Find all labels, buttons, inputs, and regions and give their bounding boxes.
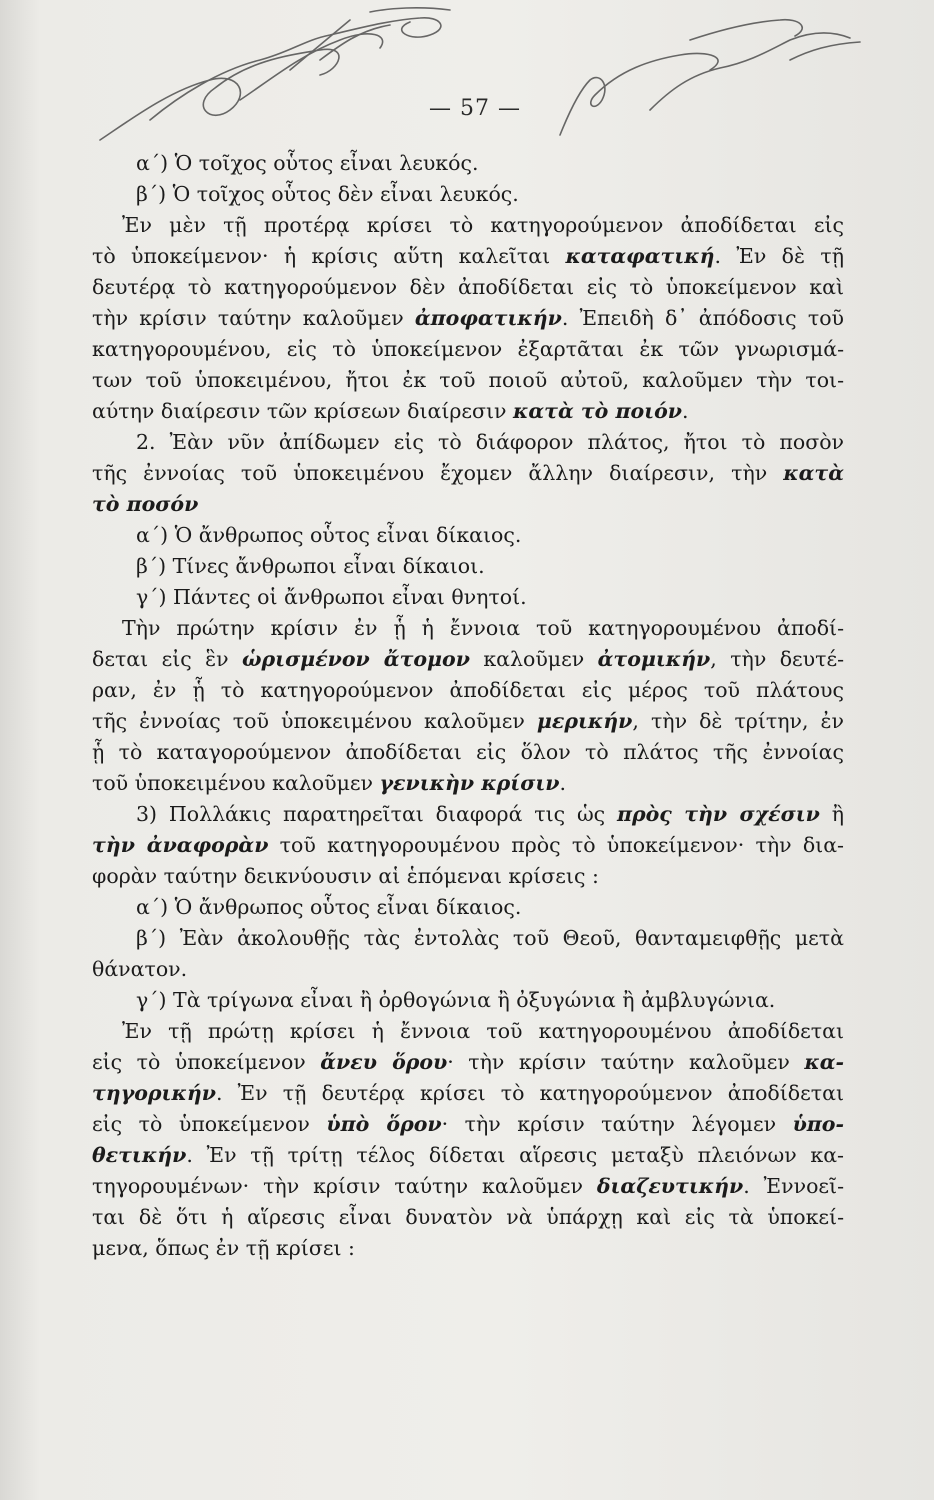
text-line xyxy=(92,737,844,768)
emphasized-term: πρὸς τὴν σχέσιν xyxy=(616,802,820,826)
emphasized-term: γενικὴν κρίσιν xyxy=(379,771,560,795)
emphasized-term: ἀτομικήν xyxy=(597,647,711,671)
text-span: Ἐν μὲν τῇ προτέρᾳ κρίσει τὸ κατηγορούμενον ἀποδίδεται εἰς xyxy=(122,213,844,237)
text-span: . xyxy=(682,399,689,423)
page-number: — 57 — xyxy=(429,96,521,121)
text-span: 3) Πολλάκις παρατηρεῖται διαφορά τις ὡς xyxy=(136,802,617,826)
text-span: . Ἐπειδὴ δ᾽ ἀπόδοσις τοῦ xyxy=(561,306,844,330)
text-span: εἰς τὸ ὑποκείμενον xyxy=(92,1050,321,1074)
text-line xyxy=(92,985,844,1016)
text-span: τοῦ ὑποκειμένου καλοῦμεν xyxy=(92,771,380,795)
text-span: δευτέρᾳ τὸ κατηγορούμενον δὲν ἀποδίδεται εἰς τὸ ὑποκείμενον καὶ xyxy=(92,275,844,299)
text-span: β΄) Τίνες ἄνθρωποι εἶναι δίκαιοι. xyxy=(136,554,485,578)
text-span: τηγορουμένων· τὴν κρίσιν ταύτην καλοῦμεν xyxy=(92,1174,597,1198)
text-span: ραν, ἐν ᾗ τὸ κατηγορούμενον ἀποδίδεται εἰς μέρος τοῦ πλάτους xyxy=(92,678,844,702)
text-line xyxy=(92,675,844,706)
text-line xyxy=(92,241,844,272)
emphasized-term: τὸ ποσόν xyxy=(92,492,199,516)
text-span: α΄) Ὁ τοῖχος οὗτος εἶναι λευκός. xyxy=(136,151,479,175)
emphasized-term: καταφατική xyxy=(565,244,715,268)
emphasized-term: θετικήν xyxy=(92,1143,187,1167)
text-span: μενα, ὅπως ἐν τῇ κρίσει : xyxy=(92,1236,355,1260)
handwritten-signature-left xyxy=(100,8,450,140)
text-line xyxy=(92,892,844,923)
text-line xyxy=(92,706,844,737)
text-line xyxy=(92,396,844,427)
text-span: . xyxy=(559,771,566,795)
text-line xyxy=(92,644,844,675)
text-line xyxy=(92,1016,844,1047)
text-line xyxy=(92,830,844,861)
text-span: τὴν κρίσιν ταύτην καλοῦμεν xyxy=(92,306,415,330)
text-line xyxy=(92,799,844,830)
text-span: . Ἐν τῇ τρίτῃ τέλος δίδεται αἵρεσις μεταξὺ πλειόνων κα- xyxy=(186,1143,844,1167)
text-line xyxy=(92,1109,844,1140)
text-span: ται δὲ ὅτι ἡ αἵρεσις εἶναι δυνατὸν νὰ ὑπάρχῃ καὶ εἰς τὰ ὑποκεί- xyxy=(92,1205,844,1229)
text-line xyxy=(92,1078,844,1109)
emphasized-term: κατὰ xyxy=(783,461,844,485)
text-span: αύτην διαίρεσιν τῶν κρίσεων διαίρεσιν xyxy=(92,399,514,423)
text-span: ᾗ τὸ καταγορούμενον ἀποδίδεται εἰς ὅλον τὸ πλάτος τῆς ἐννοίας xyxy=(92,740,844,764)
text-span: τὸ ὑποκείμενον· ἡ κρίσις αὕτη καλεῖται xyxy=(92,244,566,268)
handwritten-signatures xyxy=(90,0,890,160)
text-span: εἰς τὸ ὑποκείμενον xyxy=(92,1112,327,1136)
emphasized-term: μερικήν xyxy=(536,709,633,733)
text-span: τῆς ἐννοίας τοῦ ὑποκειμένου ἔχομεν ἄλλην διαίρεσιν, τὴν xyxy=(92,461,784,485)
emphasized-term: κατὰ τὸ ποιόν xyxy=(513,399,682,423)
emphasized-term: τηγορικήν xyxy=(92,1081,216,1105)
text-span: Ἐν τῇ πρώτῃ κρίσει ἡ ἔννοια τοῦ κατηγορουμένου ἀποδίδεται xyxy=(122,1019,844,1043)
text-line xyxy=(92,489,844,520)
emphasized-term: κα- xyxy=(804,1050,844,1074)
emphasized-term: ὡρισμένον ἄτομον xyxy=(242,647,470,671)
text-span: . Ἐννοεῖ- xyxy=(743,1174,844,1198)
text-line xyxy=(92,1140,844,1171)
emphasized-term: ὑπο- xyxy=(792,1112,844,1136)
text-span: τοῦ κατηγορουμένου πρὸς τὸ ὑποκείμενον· τὴν δια- xyxy=(268,833,844,857)
text-span: . Ἐν δὲ τῇ xyxy=(714,244,844,268)
text-line xyxy=(92,861,844,892)
text-span: · τὴν κρίσιν ταύτην καλοῦμεν xyxy=(447,1050,805,1074)
text-span: ἢ xyxy=(819,802,844,826)
text-line xyxy=(92,768,844,799)
text-line xyxy=(92,148,844,179)
text-line xyxy=(92,923,844,954)
text-span: . Ἐν τῇ δευτέρᾳ κρίσει τὸ κατηγορούμενον ἀποδίδεται xyxy=(215,1081,844,1105)
emphasized-term: ἄνευ ὅρου xyxy=(320,1050,448,1074)
text-line xyxy=(92,210,844,241)
text-line xyxy=(92,582,844,613)
text-line xyxy=(92,1202,844,1233)
text-span: Τὴν πρώτην κρίσιν ἐν ᾗ ἡ ἔννοια τοῦ κατηγορουμένου ἀποδί- xyxy=(122,616,844,640)
text-line xyxy=(92,365,844,396)
text-span: β΄) Ἐὰν ἀκολουθῇς τὰς ἐντολὰς τοῦ Θεοῦ, θανταμειφθῇς μετὰ xyxy=(136,926,844,950)
text-span: φορὰν ταύτην δεικνύουσιν αἱ ἑπόμεναι κρίσεις : xyxy=(92,864,599,888)
text-span: β΄) Ὁ τοῖχος οὗτος δὲν εἶναι λευκός. xyxy=(136,182,519,206)
text-span: γ΄) Πάντες οἱ ἄνθρωποι εἶναι θνητοί. xyxy=(136,585,527,609)
text-line xyxy=(92,303,844,334)
text-span: καλοῦμεν xyxy=(469,647,598,671)
text-span: , τὴν δὲ τρίτην, ἐν xyxy=(632,709,844,733)
text-span: α΄) Ὁ ἄνθρωπος οὗτος εἶναι δίκαιος. xyxy=(136,523,522,547)
emphasized-term: ὑπὸ ὅρον xyxy=(326,1112,442,1136)
text-line xyxy=(92,272,844,303)
text-line xyxy=(92,1047,844,1078)
body-text xyxy=(92,148,844,1264)
text-span: τῆς ἐννοίας τοῦ ὑποκειμένου καλοῦμεν xyxy=(92,709,537,733)
text-span: , τὴν δευτέ- xyxy=(710,647,844,671)
text-span: 2. Ἐὰν νῦν ἀπίδωμεν εἰς τὸ διάφορον πλάτος, ἤτοι τὸ ποσὸν xyxy=(136,430,844,454)
text-line xyxy=(92,954,844,985)
text-line xyxy=(92,179,844,210)
text-span: κατηγορουμένου, εἰς τὸ ὑποκείμενον ἐξαρτᾶται ἐκ τῶν γνωρισμά- xyxy=(92,337,844,361)
text-line xyxy=(92,613,844,644)
text-line xyxy=(92,551,844,582)
text-line xyxy=(92,1171,844,1202)
emphasized-term: διαζευτικήν xyxy=(596,1174,744,1198)
text-line xyxy=(92,334,844,365)
emphasized-term: τὴν ἀναφορὰν xyxy=(92,833,269,857)
text-span: γ΄) Τὰ τρίγωνα εἶναι ἢ ὀρθογώνια ἢ ὀξυγώνια ἢ ἀμβλυγώνια. xyxy=(136,988,776,1012)
handwritten-signature-right xyxy=(560,20,860,135)
text-line xyxy=(92,1233,844,1264)
emphasized-term: ἀποφατικήν xyxy=(414,306,562,330)
text-line xyxy=(92,427,844,458)
text-span: · τὴν κρίσιν ταύτην λέγομεν xyxy=(441,1112,793,1136)
text-line xyxy=(92,520,844,551)
text-span: α΄) Ὁ ἄνθρωπος οὗτος εἶναι δίκαιος. xyxy=(136,895,522,919)
text-span: των τοῦ ὑποκειμένου, ἤτοι ἐκ τοῦ ποιοῦ αὐτοῦ, καλοῦμεν τὴν τοι- xyxy=(92,368,844,392)
text-span: δεται εἰς ἓν xyxy=(92,647,242,671)
text-line xyxy=(92,458,844,489)
text-span: θάνατον. xyxy=(92,957,188,981)
